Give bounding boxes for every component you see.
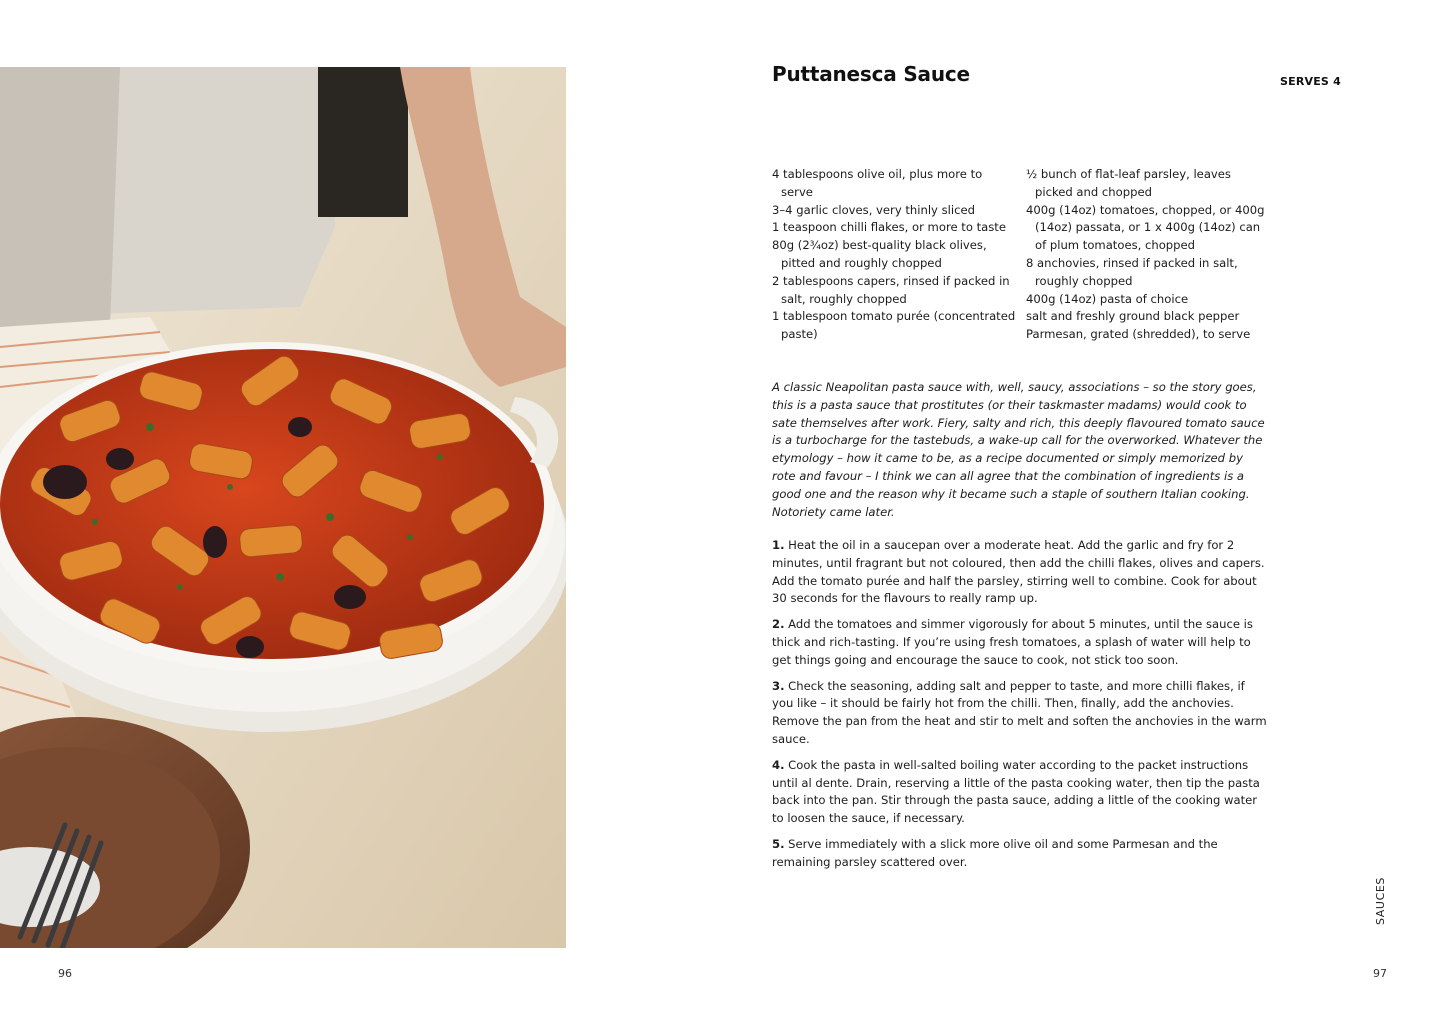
method-steps	[772, 537, 1267, 880]
step-text: Heat the oil in a saucepan over a moderate heat. Add the garlic and fry for 2 minutes, until fragrant but not coloured, then add the chilli flakes, olives and capers. Add the tomato purée and half the parsley, stirring well to combine. Cook for about 30 seconds for the flavours to really ramp up.	[772, 538, 1265, 606]
recipe-photo	[0, 67, 566, 948]
ingredients-right-column	[1026, 166, 1271, 344]
step-number: 5.	[772, 836, 785, 851]
page-number-left: 96	[58, 967, 72, 980]
ingredient-item: 1 tablespoon tomato purée (concentrated paste)	[772, 309, 1016, 342]
ingredient-item: Parmesan, grated (shredded), to serve	[1026, 327, 1251, 342]
step-text: Add the tomatoes and simmer vigorously for about 5 minutes, until the sauce is thick and rich-tasting. If you’re using fresh tomatoes, a splash of water will help to get things going and encourage the sauce to cook, not stick too soon.	[772, 617, 1253, 667]
step-text: Serve immediately with a slick more olive oil and some Parmesan and the remaining parsley scattered over.	[772, 836, 1218, 869]
recipe-intro: A classic Neapolitan pasta sauce with, well, saucy, associations – so the story goes, this is a pasta sauce that prostitutes (or their taskmaster madams) would cook to sate themselves after work. Fiery, salty and rich, this deeply flavoured tomato sauce is a turbocharge for the tastebuds, a wake-up call for the overworked. Whatever the etymology – how it came to be, as a recipe documented or simply memorized by rote and favour – I think we can all agree that the combination of ingredients is a good one and the reason why it became such a staple of southern Italian cooking. Notoriety came later.	[772, 380, 1265, 519]
ingredient-item: salt and freshly ground black pepper	[1026, 309, 1240, 324]
ingredient-item: 4 tablespoons olive oil, plus more to serve	[772, 167, 983, 199]
ingredient-item: 2 tablespoons capers, rinsed if packed in salt, roughly chopped	[772, 273, 1010, 306]
serves-label: SERVES 4	[1280, 75, 1341, 88]
page-number-right: 97	[1373, 967, 1387, 980]
method-step	[772, 678, 1267, 749]
ingredient-item: 400g (14oz) tomatoes, chopped, or 400g (14oz) passata, or 1 x 400g (14oz) can of plum tomatoes, chopped	[1026, 202, 1265, 253]
method-step	[772, 836, 1267, 872]
step-number: 4.	[772, 757, 785, 772]
ingredient-item: 80g (2¾oz) best-quality black olives, pitted and roughly chopped	[772, 238, 987, 270]
section-label: SAUCES	[1374, 877, 1387, 925]
ingredient-item: 1 teaspoon chilli flakes, or more to taste	[772, 220, 1006, 235]
method-step	[772, 537, 1267, 608]
pasta-dish-illustration	[0, 67, 566, 948]
recipe-title: Puttanesca Sauce	[772, 62, 970, 86]
ingredient-item: 3–4 garlic cloves, very thinly sliced	[772, 202, 975, 217]
step-text: Check the seasoning, adding salt and pepper to taste, and more chilli flakes, if you like – it should be fairly hot from the chilli. Then, finally, add the anchovies. Remove the pan from the heat and stir to melt and soften the anchovies in the warm sauce.	[772, 678, 1267, 746]
step-number: 1.	[772, 538, 785, 552]
ingredient-item: ½ bunch of flat-leaf parsley, leaves picked and chopped	[1026, 167, 1231, 199]
ingredient-item: 400g (14oz) pasta of choice	[1026, 291, 1189, 306]
ingredient-item: 8 anchovies, rinsed if packed in salt, roughly chopped	[1026, 255, 1238, 288]
ingredients-left-column	[772, 166, 1017, 344]
step-number: 2.	[772, 617, 785, 632]
method-step	[772, 757, 1267, 828]
method-step	[772, 616, 1267, 669]
step-number: 3.	[772, 678, 785, 693]
step-text: Cook the pasta in well-salted boiling water according to the packet instructions until al dente. Drain, reserving a little of the pasta cooking water, then tip the pasta back into the pan. Stir through the pasta sauce, adding a little of the cooking water to loosen the sauce, if necessary.	[772, 757, 1260, 826]
